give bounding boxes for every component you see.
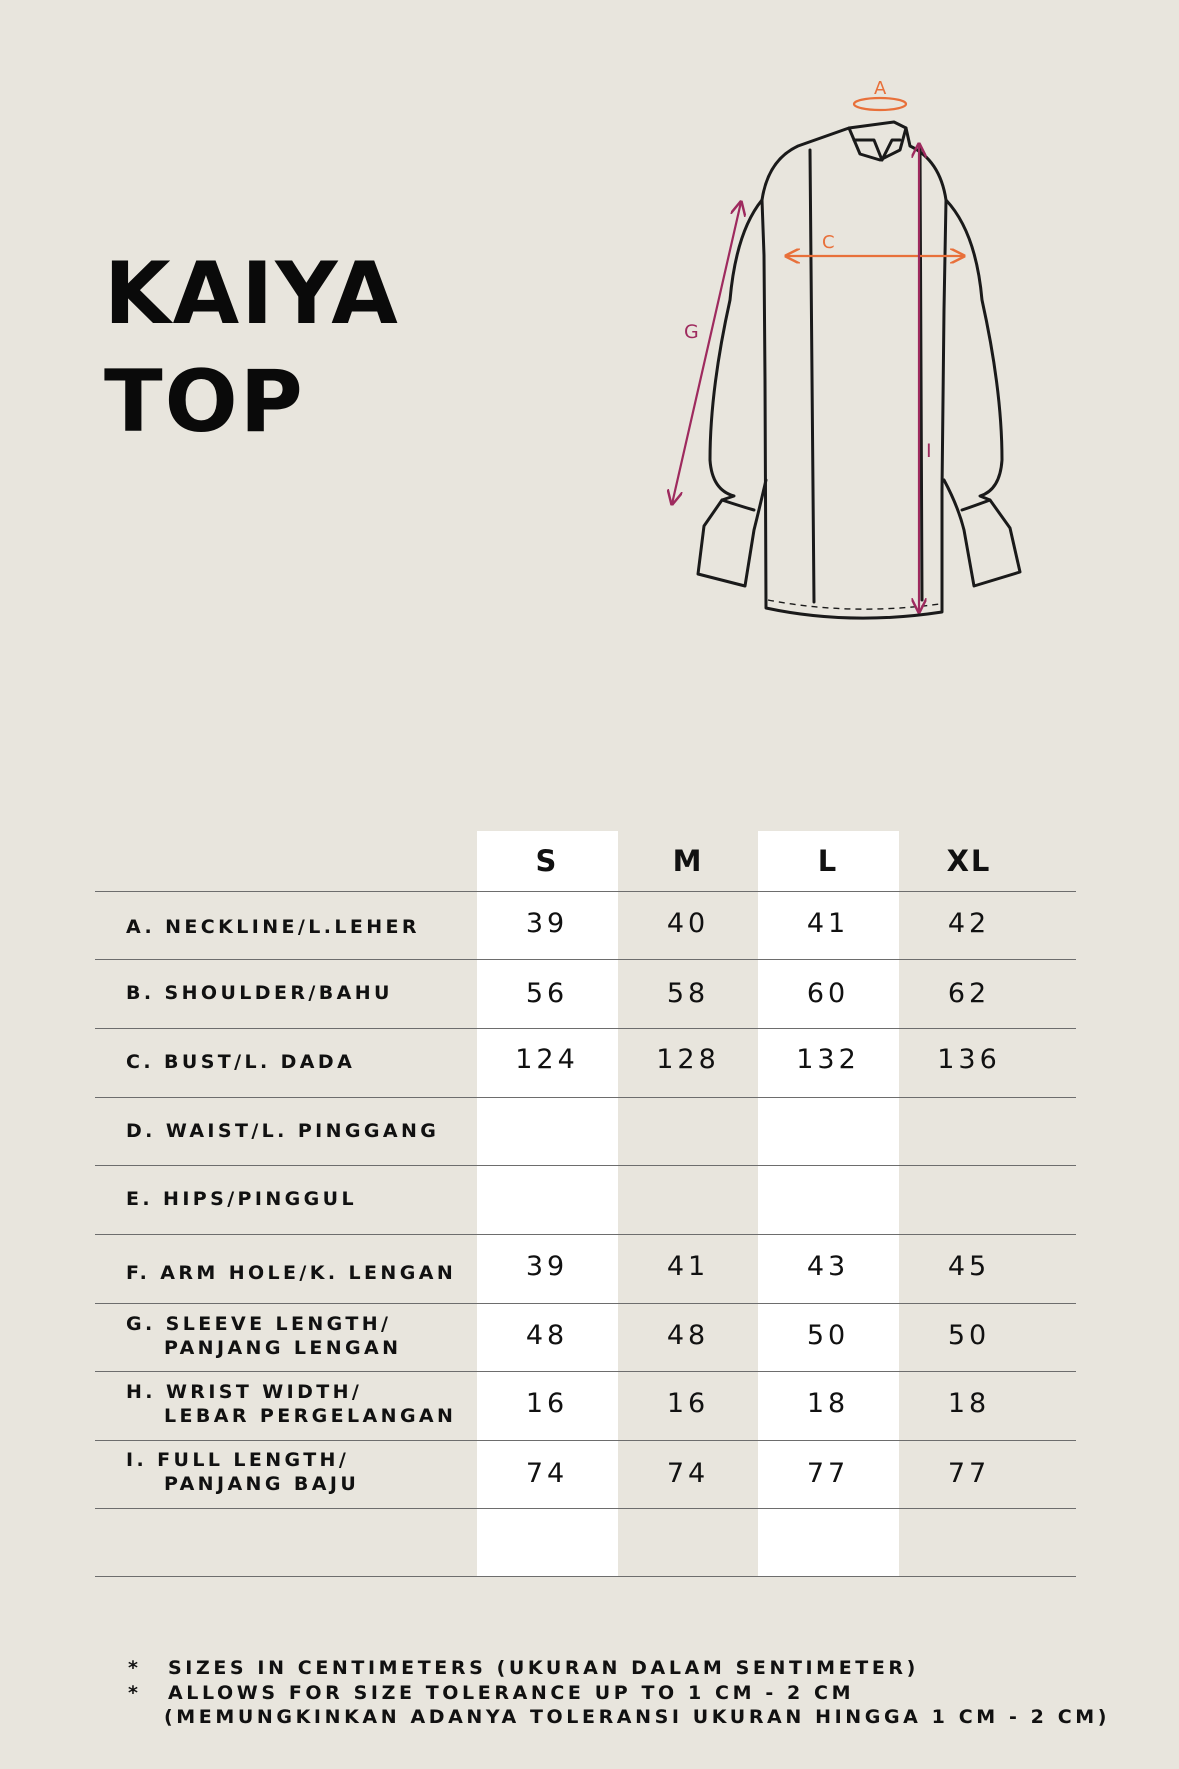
row-label-arm-hole (126, 1243, 506, 1303)
row-label-bust (126, 1032, 506, 1092)
note-tolerance-translation (128, 1705, 1110, 1730)
row-code: A. (126, 916, 156, 938)
cell-wrist-width-m: 16 (666, 1387, 710, 1419)
row-code: E. (126, 1188, 153, 1210)
row-label-wrist-width (126, 1373, 506, 1435)
product-title (104, 240, 400, 456)
row-divider (95, 1508, 1076, 1509)
cell-sleeve-length-l: 50 (806, 1319, 850, 1351)
sleeve-measure-arrow (672, 202, 741, 504)
cell-neckline-m: 40 (666, 907, 710, 939)
hem-stitching (768, 600, 940, 609)
cell-full-length-l: 77 (806, 1457, 850, 1489)
row-name: SHOULDER/BAHU (164, 982, 393, 1004)
cell-neckline-xl: 42 (947, 907, 991, 939)
row-label-hips (126, 1169, 506, 1229)
cell-waist-s (477, 1097, 617, 1165)
cell-arm-hole-s: 39 (525, 1250, 569, 1282)
row-name: WRIST WIDTH/ (165, 1381, 363, 1403)
row-label-shoulder (126, 963, 506, 1023)
row-name: SLEEVE LENGTH/ (165, 1313, 392, 1335)
row-code: G. (126, 1313, 156, 1335)
row-name-line-2: PANJANG BAJU (164, 1473, 360, 1495)
row-code: B. (126, 982, 155, 1004)
cell-bust-l: 132 (796, 1044, 860, 1075)
cell-full-length-xl: 77 (947, 1457, 991, 1489)
cell-shoulder-s: 56 (525, 978, 569, 1009)
cell-sleeve-length-xl: 50 (947, 1319, 991, 1351)
garment-measurement-diagram (650, 60, 1070, 640)
note-tolerance (128, 1681, 1110, 1706)
title-line-1: KAIYA (104, 244, 400, 344)
cell-shoulder-m: 58 (666, 978, 710, 1009)
cell-wrist-width-s: 16 (525, 1387, 569, 1419)
size-header-s: S (535, 844, 559, 878)
row-code: C. (126, 1051, 154, 1073)
row-code: F. (126, 1262, 151, 1284)
note-centimeters (128, 1656, 1110, 1681)
row-name: WAIST/L. PINGGANG (165, 1120, 440, 1142)
row-divider (95, 1576, 1076, 1577)
note-bullet: * (128, 1681, 142, 1704)
size-notes (128, 1656, 1110, 1730)
cell-waist-l (758, 1097, 898, 1165)
size-chart-table (95, 831, 1076, 1577)
row-code: H. (126, 1381, 156, 1403)
note-text: (MEMUNGKINKAN ADANYA TOLERANSI UKURAN HINGGA 1 CM - 2 CM) (164, 1706, 1111, 1728)
cell-hips-xl (899, 1165, 1039, 1234)
cell-neckline-s: 39 (525, 907, 569, 939)
cell-sleeve-length-s: 48 (525, 1319, 569, 1351)
row-name: FULL LENGTH/ (157, 1449, 350, 1471)
cell-sleeve-length-m: 48 (666, 1319, 710, 1351)
row-name-line-2: LEBAR PERGELANGAN (164, 1405, 457, 1427)
row-code: D. (126, 1120, 156, 1142)
cell-bust-s: 124 (515, 1044, 579, 1075)
cell-hips-s (477, 1165, 617, 1234)
cell-arm-hole-m: 41 (666, 1250, 710, 1282)
row-name: BUST/L. DADA (163, 1051, 356, 1073)
cell-waist-xl (899, 1097, 1039, 1165)
note-text: SIZES IN CENTIMETERS (UKURAN DALAM SENTIMETER) (168, 1657, 919, 1679)
row-label-waist (126, 1101, 506, 1161)
neckline-measure-mark (854, 98, 906, 110)
label-i: I (926, 440, 932, 462)
cell-bust-xl: 136 (937, 1044, 1001, 1075)
cell-wrist-width-xl: 18 (947, 1387, 991, 1419)
cell-full-length-s: 74 (525, 1457, 569, 1489)
cell-arm-hole-xl: 45 (947, 1250, 991, 1282)
cell-waist-m (618, 1097, 758, 1165)
title-line-2: TOP (104, 352, 305, 452)
row-code: I. (126, 1449, 148, 1471)
cell-shoulder-xl: 62 (947, 978, 991, 1009)
row-name: HIPS/PINGGUL (163, 1188, 357, 1210)
row-name-line-2: PANJANG LENGAN (164, 1337, 402, 1359)
note-text: ALLOWS FOR SIZE TOLERANCE UP TO 1 CM - 2 CM (168, 1681, 855, 1704)
cell-neckline-l: 41 (806, 907, 850, 939)
size-header-xl: XL (946, 844, 992, 878)
shirt-outline (698, 122, 1020, 618)
cell-hips-m (618, 1165, 758, 1234)
row-name: ARM HOLE/K. LENGAN (160, 1262, 457, 1284)
cell-arm-hole-l: 43 (806, 1250, 850, 1282)
note-bullet: * (128, 1657, 142, 1679)
size-header-m: M (672, 844, 704, 878)
cell-wrist-width-l: 18 (806, 1387, 850, 1419)
cell-full-length-m: 74 (666, 1457, 710, 1489)
size-header-l: L (817, 844, 839, 878)
row-label-full-length (126, 1441, 506, 1503)
cell-shoulder-l: 60 (806, 978, 850, 1009)
label-a: A (874, 78, 887, 99)
row-label-sleeve-length (126, 1305, 506, 1367)
label-c: C (822, 232, 835, 253)
row-name: NECKLINE/L.LEHER (165, 916, 420, 938)
cell-hips-l (758, 1165, 898, 1234)
row-label-neckline (126, 897, 506, 957)
label-g: G (684, 321, 699, 343)
cell-bust-m: 128 (656, 1044, 720, 1075)
